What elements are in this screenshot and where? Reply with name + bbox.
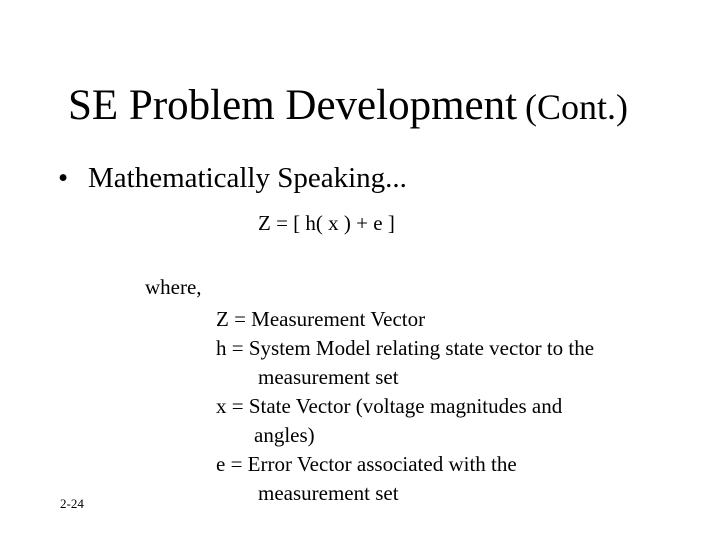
definition-line: e = Error Vector associated with the bbox=[216, 452, 517, 476]
definition-continuation: measurement set bbox=[258, 365, 399, 389]
definition-continuation: measurement set bbox=[258, 481, 399, 505]
definitions-list bbox=[216, 305, 594, 508]
title-suffix: (Cont.) bbox=[525, 87, 629, 127]
bullet-icon: • bbox=[58, 162, 69, 194]
definition-continuation: angles) bbox=[254, 423, 315, 447]
equation: Z = [ h( x ) + e ] bbox=[258, 211, 395, 235]
definition-line: Z = Measurement Vector bbox=[216, 307, 426, 331]
slide-title bbox=[68, 84, 628, 127]
definition-line: h = System Model relating state vector to the bbox=[216, 336, 595, 360]
where-label: where, bbox=[145, 275, 202, 299]
bullet-item bbox=[58, 164, 407, 193]
bullet-text: Mathematically Speaking... bbox=[88, 162, 407, 194]
title-main: SE Problem Development bbox=[68, 82, 518, 129]
definition-line: x = State Vector (voltage magnitudes and bbox=[216, 394, 563, 418]
slide-number: 2-24 bbox=[60, 496, 84, 511]
